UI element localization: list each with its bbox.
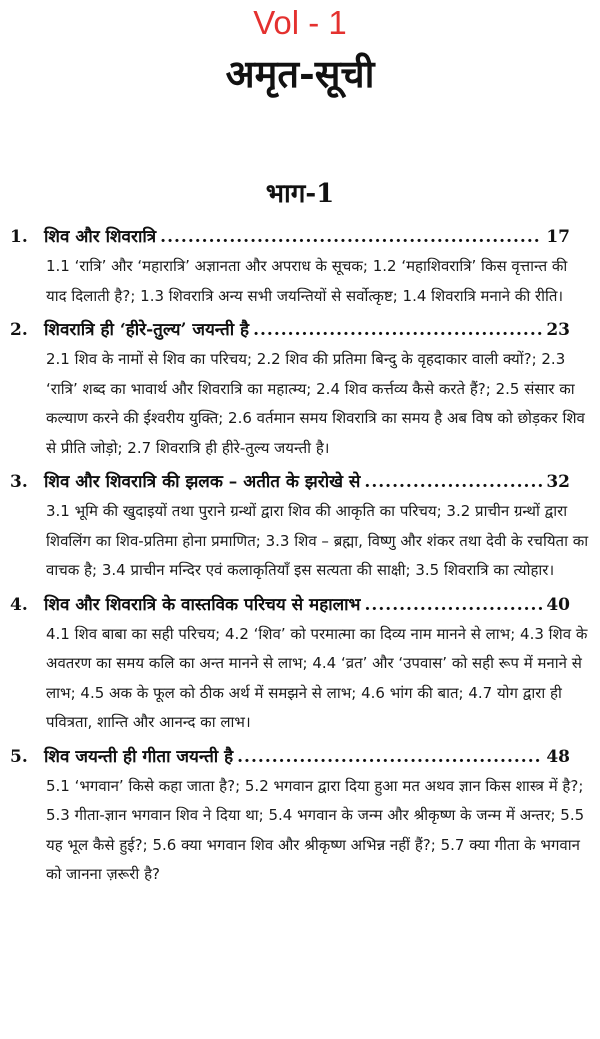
toc-entry-heading[interactable] [10,467,592,497]
entry-subtopics: 2.1 शिव के नामों से शिव का परिचय; 2.2 शिव की प्रतिमा बिन्दु के वृहदाकार वाली क्यों?; 2.3 ‘रात्रि’ शब्द का भावार्थ और शिवरात्रि का महात्म्य; 2.4 शिव कर्त्तव्य कैसे करते हैं?; 2.5 संसार का कल्याण करने की ईश्वरीय युक्ति; 2.6 वर्तमान समय शिवरात्रि का समय है अब विष को छोड़कर शिव से प्रीति जोड़ो; 2.7 शिवरात्रि ही हीरे-तुल्य जयन्ती है। [46,350,585,457]
entry-number: 5. [10,746,28,767]
entry-page-number: 23 [546,320,570,340]
entry-title: शिव और शिवरात्रि की झलक – अतीत के झरोखे से [44,472,361,492]
entry-title: शिव और शिवरात्रि के वास्तविक परिचय से महालाभ [44,594,361,615]
entry-page-number: 40 [546,594,570,615]
dot-leader [160,222,542,252]
volume-label: Vol - 1 [253,4,347,41]
entry-subtopics: 5.1 ‘भगवान’ किसे कहा जाता है?; 5.2 भगवान द्वारा दिया हुआ मत अथव ज्ञान किस शास्त्र में है?; 5.3 गीता-ज्ञान भगवान शिव ने दिया था; 5.4 भगवान के जन्म और श्रीकृष्ण के जन्म में अन्तर; 5.5 यह भूल कैसे हुई?; 5.6 क्या भगवान शिव और श्रीकृष्ण अभिन्न नहीं हैं?; 5.7 क्या गीता के भगवान को जानना ज़रूरी है? [46,776,585,883]
entry-title: शिवरात्रि ही ‘हीरे-तुल्य’ जयन्ती है [44,320,250,340]
toc-entry-3 [10,467,592,586]
toc-entry-heading[interactable] [10,222,592,252]
entry-page-number: 48 [546,746,570,767]
entry-subtopics: 4.1 शिव बाबा का सही परिचय; 4.2 ‘शिव’ को परमात्मा का दिव्य नाम मानने से लाभ; 4.3 शिव के अवतरण का समय कलि का अन्त मानने से लाभ; 4.4 ‘व्रत’ और ‘उपवास’ को सही रूप में मनाने से लाभ; 4.5 अक के फूल को ठीक अर्थ में समझने से लाभ; 4.6 भांग की बात; 4.7 योग द्वारा ही पवित्रता, शान्ति और आनन्द का लाभ। [46,624,588,731]
entry-number: 2. [10,320,28,340]
toc-entry-heading[interactable] [10,590,592,620]
entry-number: 1. [10,227,28,247]
entry-title: शिव जयन्ती ही गीता जयन्ती है [44,746,234,767]
toc-entry-heading[interactable] [10,742,592,772]
entry-number: 3. [10,472,28,492]
table-of-contents [10,222,592,894]
dot-leader [365,590,543,620]
toc-entry-heading[interactable] [10,315,592,345]
part-heading: भाग-1 [265,179,335,209]
dot-leader [364,467,542,497]
page-title: अमृत-सूची [225,51,375,96]
toc-entry-5 [10,742,592,890]
toc-entry-4 [10,590,592,738]
dot-leader [253,315,542,345]
dot-leader [237,742,542,772]
entry-page-number: 32 [546,472,570,492]
entry-page-number: 17 [546,227,570,247]
toc-entry-2 [10,315,592,463]
entry-number: 4. [10,594,28,615]
entry-title: शिव और शिवरात्रि [44,227,157,247]
entry-subtopics: 1.1 ‘रात्रि’ और ‘महारात्रि’ अज्ञानता और अपराध के सूचक; 1.2 ‘महाशिवरात्रि’ किस वृत्तान्त की याद दिलाती है?; 1.3 शिवरात्रि अन्य सभी जयन्तियों से सर्वोत्कृष्ट; 1.4 शिवरात्रि मनाने की रीति। [46,257,568,305]
entry-subtopics: 3.1 भूमि की खुदाइयों तथा पुराने ग्रन्थों द्वारा शिव की आकृति का परिचय; 3.2 प्राचीन ग्रन्थों द्वारा शिवलिंग का शिव-प्रतिमा होना प्रमाणित; 3.3 शिव – ब्रह्मा, विष्णु और शंकर तथा देवी के रचयिता का वाचक है; 3.4 प्राचीन मन्दिर एवं कलाकृतियाँ इस सत्यता की साक्षी; 3.5 शिवरात्रि का त्योहार। [46,502,589,579]
toc-entry-1 [10,222,592,311]
